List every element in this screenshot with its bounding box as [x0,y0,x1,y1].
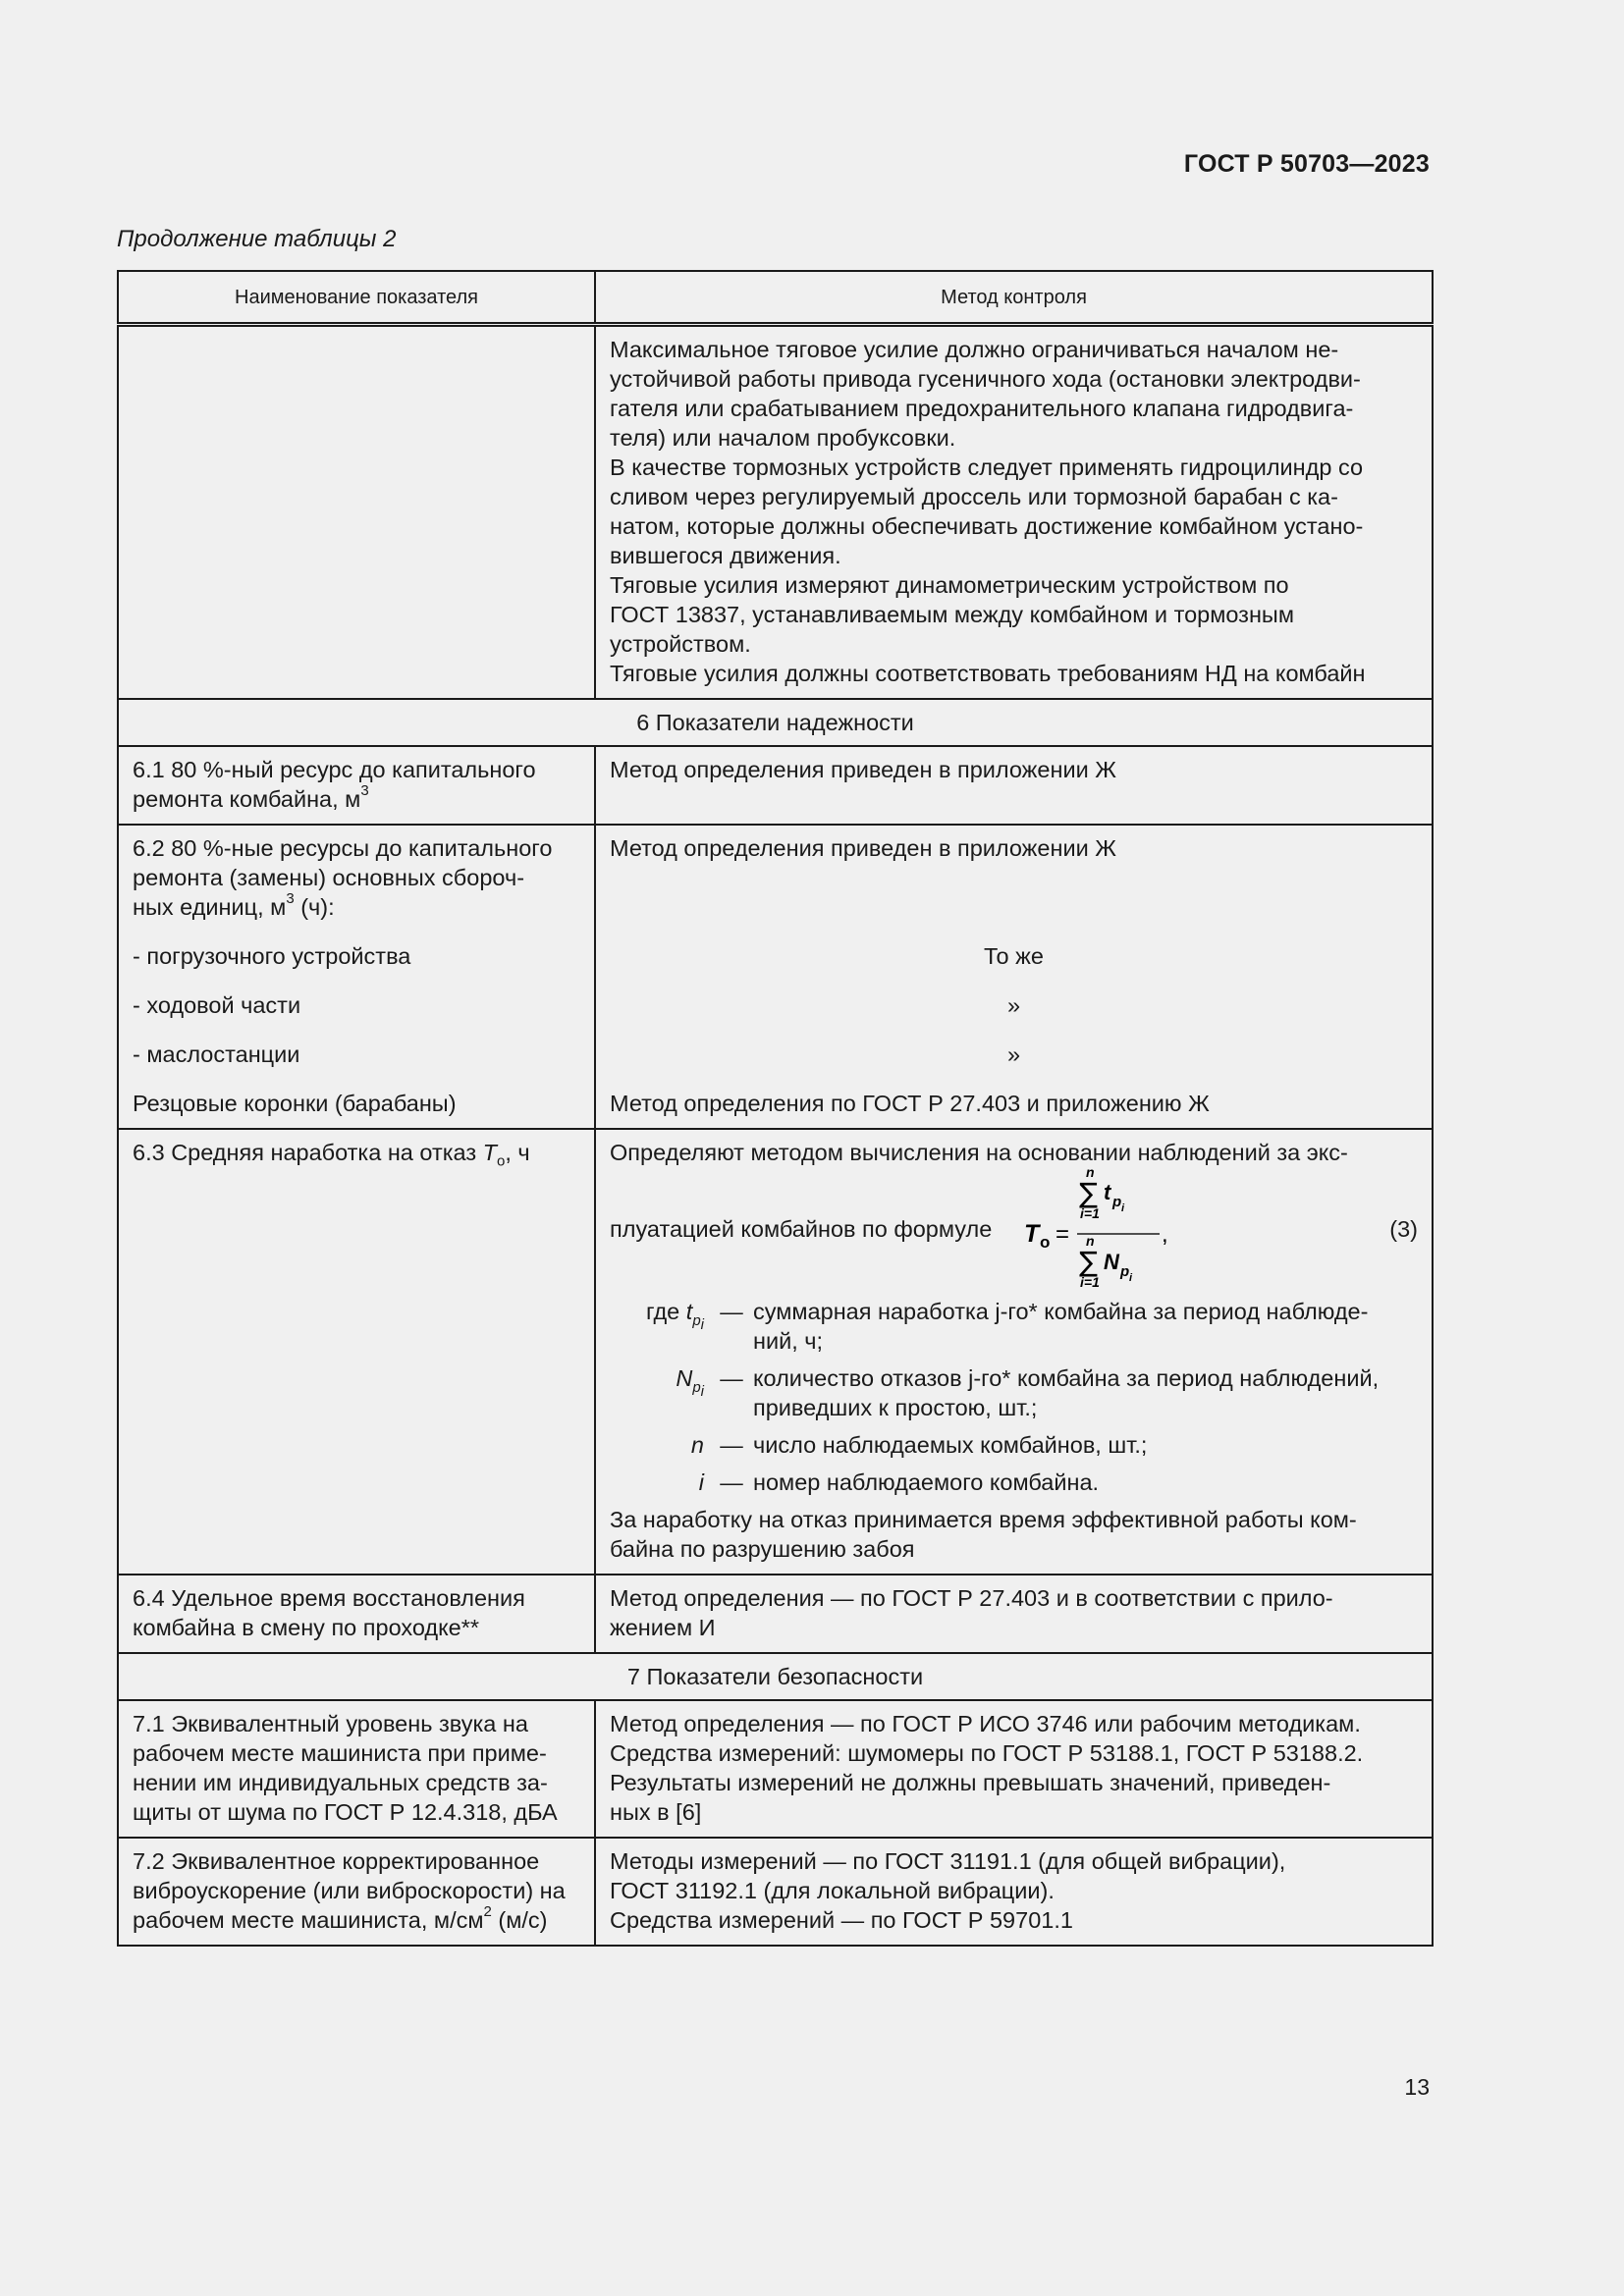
denominator-variable: N [1104,1250,1119,1274]
text-line: количество отказов j-го* комбайна за период наблюдений, [753,1365,1380,1391]
text-line: плуатацией комбайнов по формуле [610,1216,993,1242]
formula-definitions [610,1297,1418,1505]
definition-text [753,1297,1418,1363]
sub-item-label: - ходовой части [133,992,301,1018]
text-line: Определяют методом вычисления на основании наблюдений за экс- [610,1140,1348,1165]
text-line: Метод определения приведен в приложении Ж [610,757,1116,782]
text-line [133,892,580,922]
text-fragment: (ч): [294,894,335,920]
text-line: нении им индивидуальных средств за- [133,1770,548,1795]
subscript: i [700,1382,704,1400]
method-cell [595,746,1433,825]
subscript: о [496,1152,506,1170]
ditto-mark: » [1006,992,1021,1018]
denominator-sum-lower: i=1 [1080,1274,1100,1290]
text-line: 6.1 80 %-ный ресурс до капитального [133,757,536,782]
sub-item-label: - маслостанции [133,1041,300,1067]
text-fragment: где [645,1299,686,1324]
text-line: приведших к простою, шт.; [753,1395,1038,1420]
indicators-table [117,270,1434,1947]
symbol: t [685,1299,693,1324]
text-line: ГОСТ 31192.1 (для локальной вибрации). [610,1878,1055,1903]
indicator-cell [118,1700,595,1838]
text-fragment: рабочем месте машиниста, м/см [133,1907,484,1933]
numerator-variable-subsub: i [1121,1202,1125,1214]
formula-block [610,1167,1418,1291]
text-fragment: 6.3 Средняя наработка на отказ [133,1140,483,1165]
sum-sign: ∑ [1079,1177,1098,1209]
numerator-sum-lower: i=1 [1080,1205,1100,1221]
text-line: Тяговые усилия измеряют динамометрическим устройством по [610,572,1289,598]
text-line: Методы измерений — по ГОСТ 31191.1 (для общей вибрации), [610,1848,1286,1874]
subscript: p [692,1311,701,1329]
definition-dash: — [720,1299,743,1324]
indicator-cell [118,1575,595,1653]
text-fragment: , ч [505,1140,530,1165]
table-row [118,1575,1433,1653]
section-title-reliability: 6 Показатели надежности [118,699,1433,746]
definition-symbol: i [698,1469,704,1495]
superscript: 3 [360,782,369,800]
definition-dash: — [720,1365,743,1391]
definition-text: число наблюдаемых комбайнов, шт.; [753,1432,1148,1458]
text-line: байна по разрушению забоя [610,1536,915,1562]
method-cell [595,1575,1433,1653]
symbol: T [482,1140,497,1165]
subscript: i [700,1315,704,1333]
text-line: щиты от шума по ГОСТ Р 12.4.318, дБА [133,1799,558,1825]
definition-symbol [610,1297,710,1363]
sub-item-label: Резцовые коронки (барабаны) [133,1091,457,1116]
indicator-cell [118,825,595,1129]
definition-text [753,1363,1418,1430]
column-header-method: Метод контроля [595,271,1433,325]
text-line: теля) или началом пробуксовки. [610,425,956,451]
text-line: устройством. [610,631,751,657]
definition-symbol: n [690,1432,704,1458]
table-row [118,1129,1433,1575]
method-cell [595,1700,1433,1838]
table-header-row [118,271,1433,325]
numerator-sum-upper: n [1086,1167,1095,1180]
text-line: 6.4 Удельное время восстановления [133,1585,525,1611]
denominator-variable-sub: p [1120,1263,1130,1280]
table-row [118,1838,1433,1946]
numerator-variable: t [1104,1180,1111,1204]
method-cell [595,1129,1433,1575]
text-line: ГОСТ 13837, устанавливаемым между комбайном и тормозным [610,602,1294,627]
definition-symbol [610,1363,710,1430]
sub-item-method: То же [984,943,1044,969]
text-line [133,1905,580,1935]
denominator-sum-upper: n [1086,1233,1095,1249]
sum-sign: ∑ [1079,1246,1098,1278]
section-row [118,1653,1433,1700]
definition-text: номер наблюдаемого комбайна. [753,1469,1100,1495]
formula-lhs-sub: о [1040,1233,1051,1252]
text-line: натом, которые должны обеспечивать достижение комбайном устано- [610,513,1364,539]
text-line: Метод определения — по ГОСТ Р ИСО 3746 или рабочим методикам. [610,1711,1361,1736]
document-code: ГОСТ Р 50703—2023 [1183,150,1430,178]
text-line: ремонта (замены) основных сбороч- [133,865,525,890]
text-line: ний, ч; [753,1328,824,1354]
section-title-safety: 7 Показатели безопасности [118,1653,1433,1700]
text-fragment: ремонта комбайна, м [133,786,361,812]
indicator-cell-empty [118,325,595,700]
denominator-variable-subsub: i [1129,1272,1133,1284]
text-line: За наработку на отказ принимается время эффективной работы ком- [610,1507,1357,1532]
text-line: В качестве тормозных устройств следует применять гидроцилиндр со [610,454,1364,480]
text-line: 7.1 Эквивалентный уровень звука на [133,1711,528,1736]
table-row [118,825,1433,1129]
text-line [133,784,580,814]
text-fragment: ных единиц, м [133,894,287,920]
table-row [118,325,1433,700]
symbol: N [676,1365,693,1391]
sub-item-method: Метод определения по ГОСТ Р 27.403 и приложению Ж [610,1091,1210,1116]
formula-equals: = [1056,1221,1070,1248]
text-line: Средства измерений: шумомеры по ГОСТ Р 53188.1, ГОСТ Р 53188.2. [610,1740,1364,1766]
text-line: Метод определения — по ГОСТ Р 27.403 и в соответствии с прило- [610,1585,1333,1611]
subscript: p [692,1378,701,1396]
ditto-mark: » [1006,1041,1021,1067]
page-number: 13 [1404,2074,1430,2100]
text-line: ных в [6] [610,1799,702,1825]
text-line: суммарная наработка j-го* комбайна за период наблюде- [753,1299,1369,1324]
sub-item-label: - погрузочного устройства [133,943,411,969]
formula-3 [1024,1167,1181,1291]
text-line: сливом через регулируемый дроссель или тормозной барабан с ка- [610,484,1338,509]
superscript: 3 [286,890,295,908]
column-header-indicator: Наименование показателя [118,271,595,325]
text-line: комбайна в смену по проходке** [133,1615,480,1640]
text-line: гателя или срабатыванием предохранительного клапана гидродвига- [610,396,1354,421]
indicator-cell [118,746,595,825]
formula-lhs: T [1024,1220,1040,1248]
text-line: рабочем месте машиниста при приме- [133,1740,547,1766]
definition-row [610,1297,1418,1363]
definition-dash: — [720,1469,743,1495]
text-line: Метод определения приведен в приложении Ж [610,835,1116,861]
text-line: Тяговые усилия должны соответствовать требованиям НД на комбайн [610,661,1366,686]
text-line: 6.2 80 %-ные ресурсы до капитального [133,835,553,861]
text-line: Максимальное тяговое усилие должно ограничиваться началом не- [610,337,1339,362]
method-cell [595,325,1433,700]
formula-number: (3) [1389,1216,1418,1242]
definition-row [610,1430,1418,1468]
text-line: Средства измерений — по ГОСТ Р 59701.1 [610,1907,1073,1933]
table-row [118,1700,1433,1838]
text-line: виброускорение (или виброскорости) на [133,1878,566,1903]
formula-comma: , [1162,1221,1168,1248]
text-line: вившегося движения. [610,543,841,568]
table-row [118,746,1433,825]
text-line: устойчивой работы привода гусеничного хода (остановки электродви- [610,366,1361,392]
indicator-cell [118,1838,595,1946]
superscript: 2 [483,1903,492,1921]
numerator-variable-sub: p [1112,1194,1122,1210]
table-continuation-caption: Продолжение таблицы 2 [117,226,397,252]
indicator-cell [118,1129,595,1575]
text-line: жением И [610,1615,716,1640]
text-line: Результаты измерений не должны превышать значений, приведен- [610,1770,1331,1795]
section-row [118,699,1433,746]
definition-dash: — [720,1432,743,1458]
text-line: 7.2 Эквивалентное корректированное [133,1848,540,1874]
definition-row [610,1468,1418,1505]
definition-row [610,1363,1418,1430]
text-fragment: (м/с) [491,1907,548,1933]
method-cell [595,825,1433,1129]
method-cell [595,1838,1433,1946]
